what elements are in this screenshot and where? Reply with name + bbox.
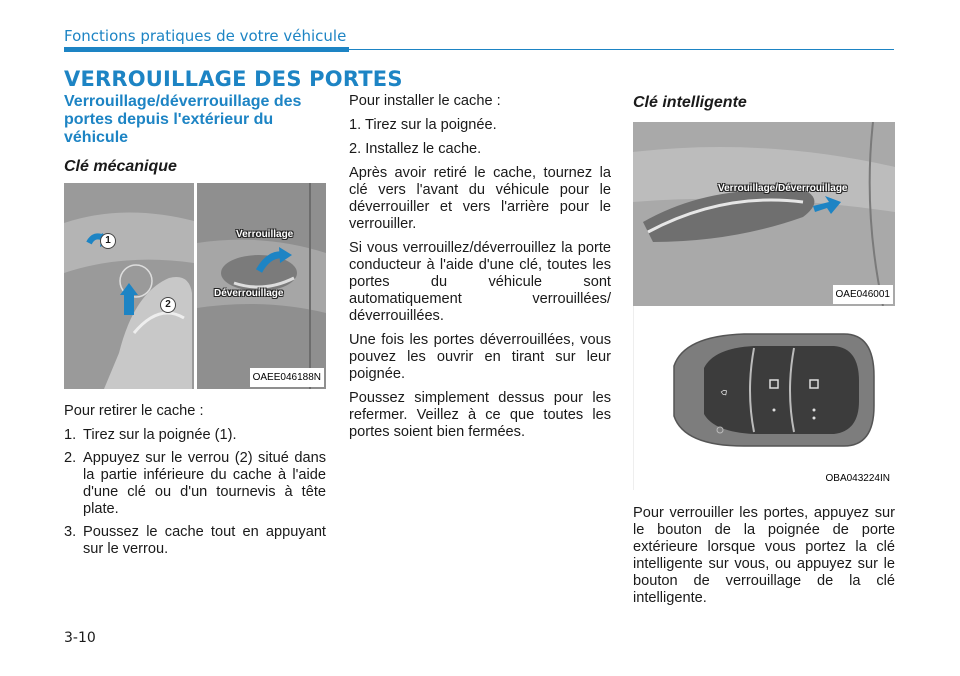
- paragraph-close-doors: Poussez simplement dessus pour les refermer. Veillez à ce que toutes les portes soient bien fermées.: [349, 390, 611, 440]
- svg-text:⌂: ⌂: [718, 388, 731, 397]
- step-1: 1. Tirez sur la poignée (1).: [64, 427, 237, 443]
- step-3: 3. Poussez le cache tout en appuyant sur le verrou.: [64, 524, 326, 557]
- marker-1: 1: [100, 233, 116, 249]
- install-cover-intro: Pour installer le cache :: [349, 93, 501, 109]
- marker-2: 2: [160, 297, 176, 313]
- step-2: 2. Appuyez sur le verrou (2) situé dans la partie inférieure du cache à l'aide d'une clé ou d'un tournevis à tête plate.: [64, 450, 326, 517]
- lock-label: Verrouillage: [236, 229, 294, 240]
- lock-unlock-label: Verrouillage/Déverrouillage: [718, 183, 848, 194]
- header-title: Fonctions pratiques de votre véhicule: [64, 27, 347, 45]
- remove-cover-intro: Pour retirer le cache :: [64, 403, 204, 419]
- install-step-1: 1. Tirez sur la poignée.: [349, 117, 497, 133]
- exterior-subhead: Verrouillage/déverrouillage des portes depuis l'extérieur du véhicule: [64, 93, 302, 146]
- unlock-label: Déverrouillage: [214, 288, 284, 299]
- page-number: 3-10: [64, 630, 96, 646]
- mechanical-key-subhead: Clé mécanique: [64, 158, 177, 175]
- smart-key-illustration: [634, 306, 895, 490]
- door-handle-illustration: [633, 122, 895, 306]
- figure-caption: OAEE046188N: [250, 368, 324, 387]
- smart-key-paragraph: Pour verrouiller les portes, appuyez sur le bouton de la poignée de porte extérieure lorsque vous portez la clé intelligente sur vous, ou appuyez sur le bouton de verrouillage de la clé intelligente.: [633, 505, 895, 606]
- smart-key-subhead: Clé intelligente: [633, 94, 747, 111]
- paragraph-turn-key: Après avoir retiré le cache, tournez la clé vers l'avant du véhicule pour le déverrouiller et vers l'arrière pour le verrouiller.: [349, 165, 611, 232]
- figure-caption: OBA043224IN: [823, 469, 894, 488]
- column-2: [349, 93, 611, 448]
- column-3: [633, 93, 895, 614]
- header-bar-thin: [349, 49, 894, 50]
- door-handle-figure: [633, 122, 895, 306]
- section-title: VERROUILLAGE DES PORTES: [64, 67, 403, 91]
- install-step-2: 2. Installez le cache.: [349, 141, 482, 157]
- paragraph-driver-door: Si vous verrouillez/déverrouillez la porte conducteur à l'aide d'une clé, toutes les portes du véhicule sont automatiquement verrouillées/ déverrouillées.: [349, 240, 611, 324]
- header-bar-thick: [64, 47, 349, 52]
- figure-caption: OAE046001: [833, 285, 894, 304]
- mechanical-key-figure: [64, 183, 326, 389]
- paragraph-open-doors: Une fois les portes déverrouillées, vous pouvez les ouvrir en tirant sur leur poignée.: [349, 332, 611, 382]
- column-1: [64, 93, 326, 564]
- mechanical-key-illustration: [64, 183, 326, 389]
- smart-key-figure: [633, 306, 895, 490]
